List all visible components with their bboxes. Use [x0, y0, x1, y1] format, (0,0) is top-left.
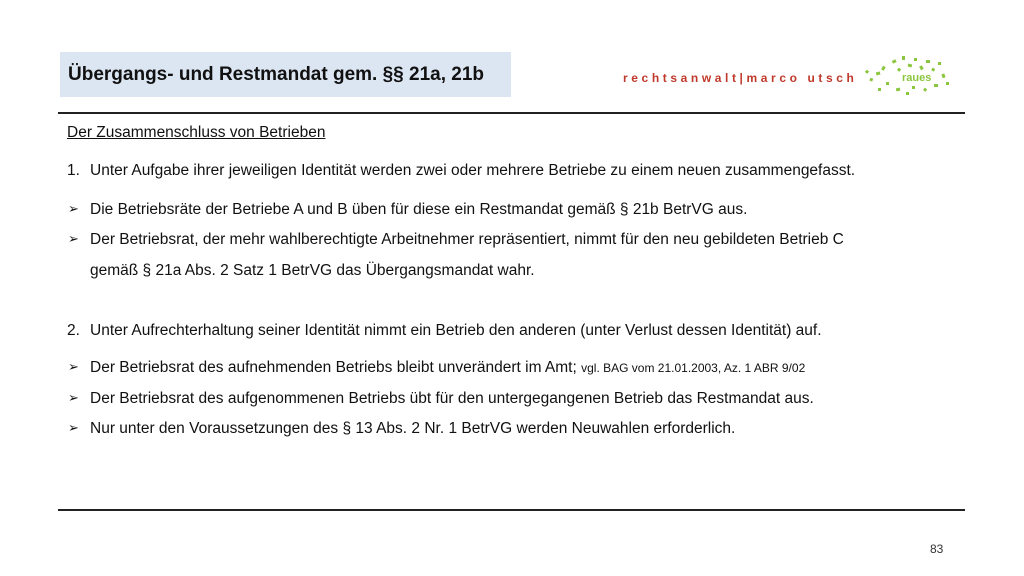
page-title: Übergangs- und Restmandat gem. §§ 21a, 21b [68, 64, 485, 85]
title-box [60, 52, 511, 97]
arrow-bullet-icon: ➢ [68, 201, 79, 216]
arrow-bullet-icon: ➢ [68, 420, 79, 435]
bottom-divider [58, 509, 965, 511]
arrow-bullet-icon: ➢ [68, 390, 79, 405]
item-text: Der Betriebsrat des aufgenommenen Betriebs übt für den untergegangenen Betrieb das Restmandat aus. [90, 390, 814, 407]
item-text: Unter Aufgabe ihrer jeweiligen Identität werden zwei oder mehrere Betriebe zu einem neuen zusammengefasst. [90, 162, 856, 179]
logo-text: raues [902, 72, 932, 84]
item-text: Unter Aufrechterhaltung seiner Identität nimmt ein Betrieb den anderen (unter Verlust dessen Identität) auf. [90, 322, 822, 339]
item-text: Der Betriebsrat, der mehr wahlberechtigte Arbeitnehmer repräsentiert, nimmt für den neu gebildeten Betrieb C [90, 231, 844, 248]
item-text: Der Betriebsrat des aufnehmenden Betriebs bleibt unverändert im Amt; [90, 359, 577, 376]
brand-text: rechtsanwalt|marco utsch [623, 71, 858, 85]
arrow-bullet-icon: ➢ [68, 359, 79, 374]
arrow-bullet-icon: ➢ [68, 231, 79, 246]
citation: vgl. BAG vom 21.01.2003, Az. 1 ABR 9/02 [581, 361, 806, 375]
item-number: 2. [67, 322, 80, 339]
item-text: gemäß § 21a Abs. 2 Satz 1 BetrVG das Übergangsmandat wahr. [90, 262, 535, 279]
item-number: 1. [67, 162, 80, 179]
section-heading: Der Zusammenschluss von Betrieben [67, 124, 326, 141]
top-divider [58, 112, 965, 114]
logo [862, 52, 952, 98]
page-number: 83 [930, 542, 944, 556]
item-text: Die Betriebsräte der Betriebe A und B üben für diese ein Restmandat gemäß § 21b BetrVG aus. [90, 201, 748, 218]
item-text: Nur unter den Voraussetzungen des § 13 Abs. 2 Nr. 1 BetrVG werden Neuwahlen erforderlich. [90, 420, 736, 437]
